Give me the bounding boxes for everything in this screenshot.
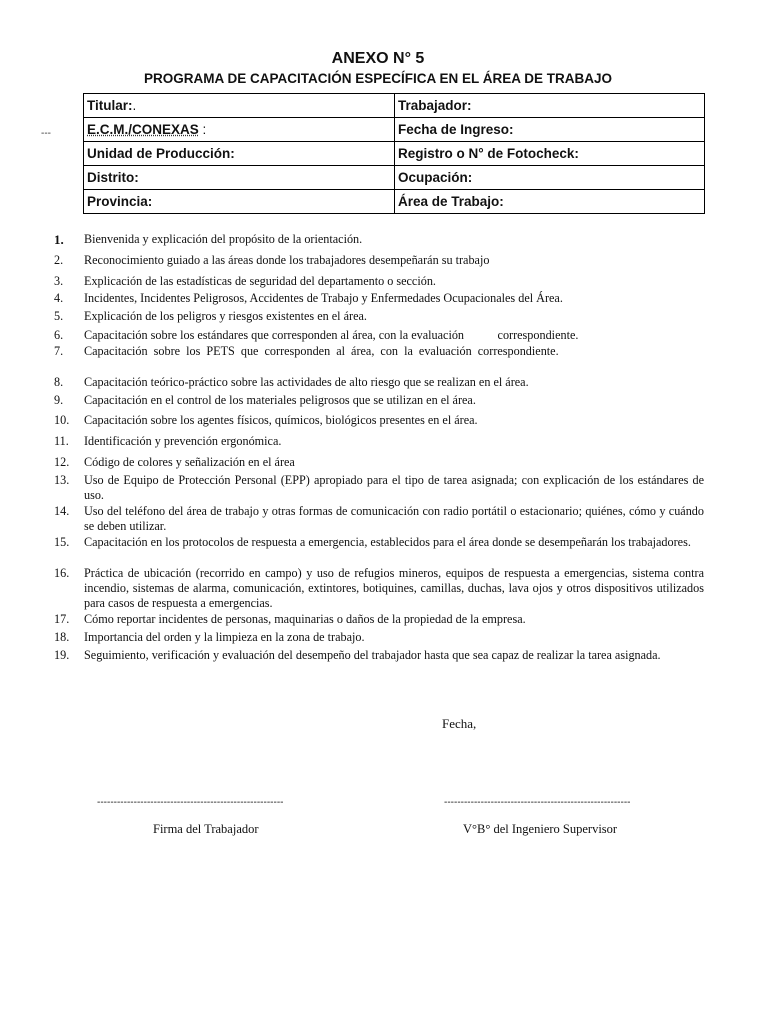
item-text: Capacitación sobre los agentes físicos, químicos, biológicos presentes en el área. xyxy=(84,413,478,427)
distrito-field[interactable] xyxy=(84,166,395,190)
item-number: 5. xyxy=(54,309,64,323)
ecm-conexas-field[interactable] xyxy=(84,118,395,142)
info-row xyxy=(84,118,705,142)
area-trabajo-label: Área de Trabajo: xyxy=(398,194,504,209)
item-number: 1. xyxy=(54,232,64,247)
item-text: Capacitación teórico-práctico sobre las actividades de alto riesgo que se realizan en el área. xyxy=(84,375,529,389)
ocupacion-field[interactable] xyxy=(395,166,705,190)
date-label: Fecha, xyxy=(442,716,477,731)
item-text: Capacitación en el control de los materiales peligrosos que se utilizan en el área. xyxy=(84,393,476,407)
supervisor-signature-label: V°B° del Ingeniero Supervisor xyxy=(463,822,618,836)
item-number: 15. xyxy=(54,535,70,549)
info-row xyxy=(84,166,705,190)
document-title: ANEXO N° 5 xyxy=(331,50,425,67)
item-number: 8. xyxy=(54,375,64,389)
titular-label: Titular: xyxy=(87,98,133,113)
ecm-conexas-label: E.C.M./CONEXAS xyxy=(87,122,199,137)
item-text: Uso del teléfono del área de trabajo y otras formas de comunicación con radio portátil o estacionario; quiénes, cómo y cuándo se deben utilizar. xyxy=(84,504,704,533)
fecha-ingreso-label: Fecha de Ingreso: xyxy=(398,122,514,137)
item-text: Incidentes, Incidentes Peligrosos, Accidentes de Trabajo y Enfermedades Ocupacionales del Área. xyxy=(84,291,563,305)
trabajador-field[interactable] xyxy=(395,94,705,118)
item-text: Identificación y prevención ergonómica. xyxy=(84,434,282,448)
item-number: 4. xyxy=(54,291,64,305)
item-text: Cómo reportar incidentes de personas, maquinarias o daños de la propiedad de la empresa. xyxy=(84,612,526,626)
item-number: 17. xyxy=(54,612,70,626)
item-text: Reconocimiento guiado a las áreas donde los trabajadores desempeñarán su trabajo xyxy=(84,253,490,267)
item-text: Uso de Equipo de Protección Personal (EPP) apropiado para el tipo de tarea asignada; con explicación de los estándares de uso. xyxy=(84,473,704,502)
info-row xyxy=(84,94,705,118)
item-number: 6. xyxy=(54,328,64,342)
unidad-produccion-label: Unidad de Producción: xyxy=(87,146,235,161)
item-number: 19. xyxy=(54,648,70,662)
worker-info-table xyxy=(83,93,705,214)
item-text: Práctica de ubicación (recorrido en campo) y uso de refugios mineros, equipos de respuesta a emergencias, sistema contra incendio, sistemas de alarma, comunicación, extintores, botiquines, camillas, duchas, lava ojos y otros dispositivos utilizados para casos de respuesta a emergencias. xyxy=(84,566,704,610)
item-number: 11. xyxy=(54,434,69,448)
item-number: 7. xyxy=(54,344,64,358)
distrito-label: Distrito: xyxy=(87,170,139,185)
unidad-produccion-field[interactable] xyxy=(84,142,395,166)
item-number: 10. xyxy=(54,413,70,427)
provincia-field[interactable] xyxy=(84,190,395,214)
item-text: Explicación de las estadísticas de seguridad del departamento o sección. xyxy=(84,274,436,288)
item-number: 3. xyxy=(54,274,64,288)
fotocheck-label: Registro o N° de Fotocheck: xyxy=(398,146,579,161)
trabajador-label: Trabajador: xyxy=(398,98,472,113)
titular-field[interactable] xyxy=(84,94,395,118)
item-text: Bienvenida y explicación del propósito de la orientación. xyxy=(84,232,363,246)
item-number: 16. xyxy=(54,566,70,580)
info-row xyxy=(84,142,705,166)
worker-signature-label: Firma del Trabajador xyxy=(153,822,259,836)
fotocheck-field[interactable] xyxy=(395,142,705,166)
item-number: 18. xyxy=(54,630,70,644)
item-number: 14. xyxy=(54,504,70,518)
worker-signature-line: -------------------------------------------------------- xyxy=(97,797,284,808)
ecm-conexas-suffix: : xyxy=(198,122,207,137)
document-subtitle: PROGRAMA DE CAPACITACIÓN ESPECÍFICA EN EL ÁREA DE TRABAJO xyxy=(143,71,613,86)
item-text: Seguimiento, verificación y evaluación del desempeño del trabajador hasta que sea capaz de realizar la tarea asignada. xyxy=(84,648,661,662)
item-text: Código de colores y señalización en el área xyxy=(84,455,295,469)
supervisor-signature-line: -------------------------------------------------------- xyxy=(444,797,631,808)
item-text: Capacitación sobre los estándares que corresponden al área, con la evaluación correspondiente. xyxy=(84,328,579,342)
info-row xyxy=(84,190,705,214)
item-text: Importancia del orden y la limpieza en la zona de trabajo. xyxy=(84,630,365,644)
item-number: 12. xyxy=(54,455,70,469)
item-number: 13. xyxy=(54,473,70,487)
titular-suffix: . xyxy=(132,98,137,113)
ocupacion-label: Ocupación: xyxy=(398,170,473,185)
area-trabajo-field[interactable] xyxy=(395,190,705,214)
provincia-label: Provincia: xyxy=(87,194,153,209)
item-text: Explicación de los peligros y riesgos existentes en el área. xyxy=(84,309,367,323)
item-text: Capacitación en los protocolos de respuesta a emergencia, establecidos para el área donde se desempeñarán los trabajadores. xyxy=(84,535,691,549)
fecha-ingreso-field[interactable] xyxy=(395,118,705,142)
margin-mark: --- xyxy=(41,128,51,139)
item-text: Capacitación sobre los PETS que corresponden al área, con la evaluación correspondiente. xyxy=(84,344,559,358)
item-number: 9. xyxy=(54,393,64,407)
item-number: 2. xyxy=(54,253,64,267)
